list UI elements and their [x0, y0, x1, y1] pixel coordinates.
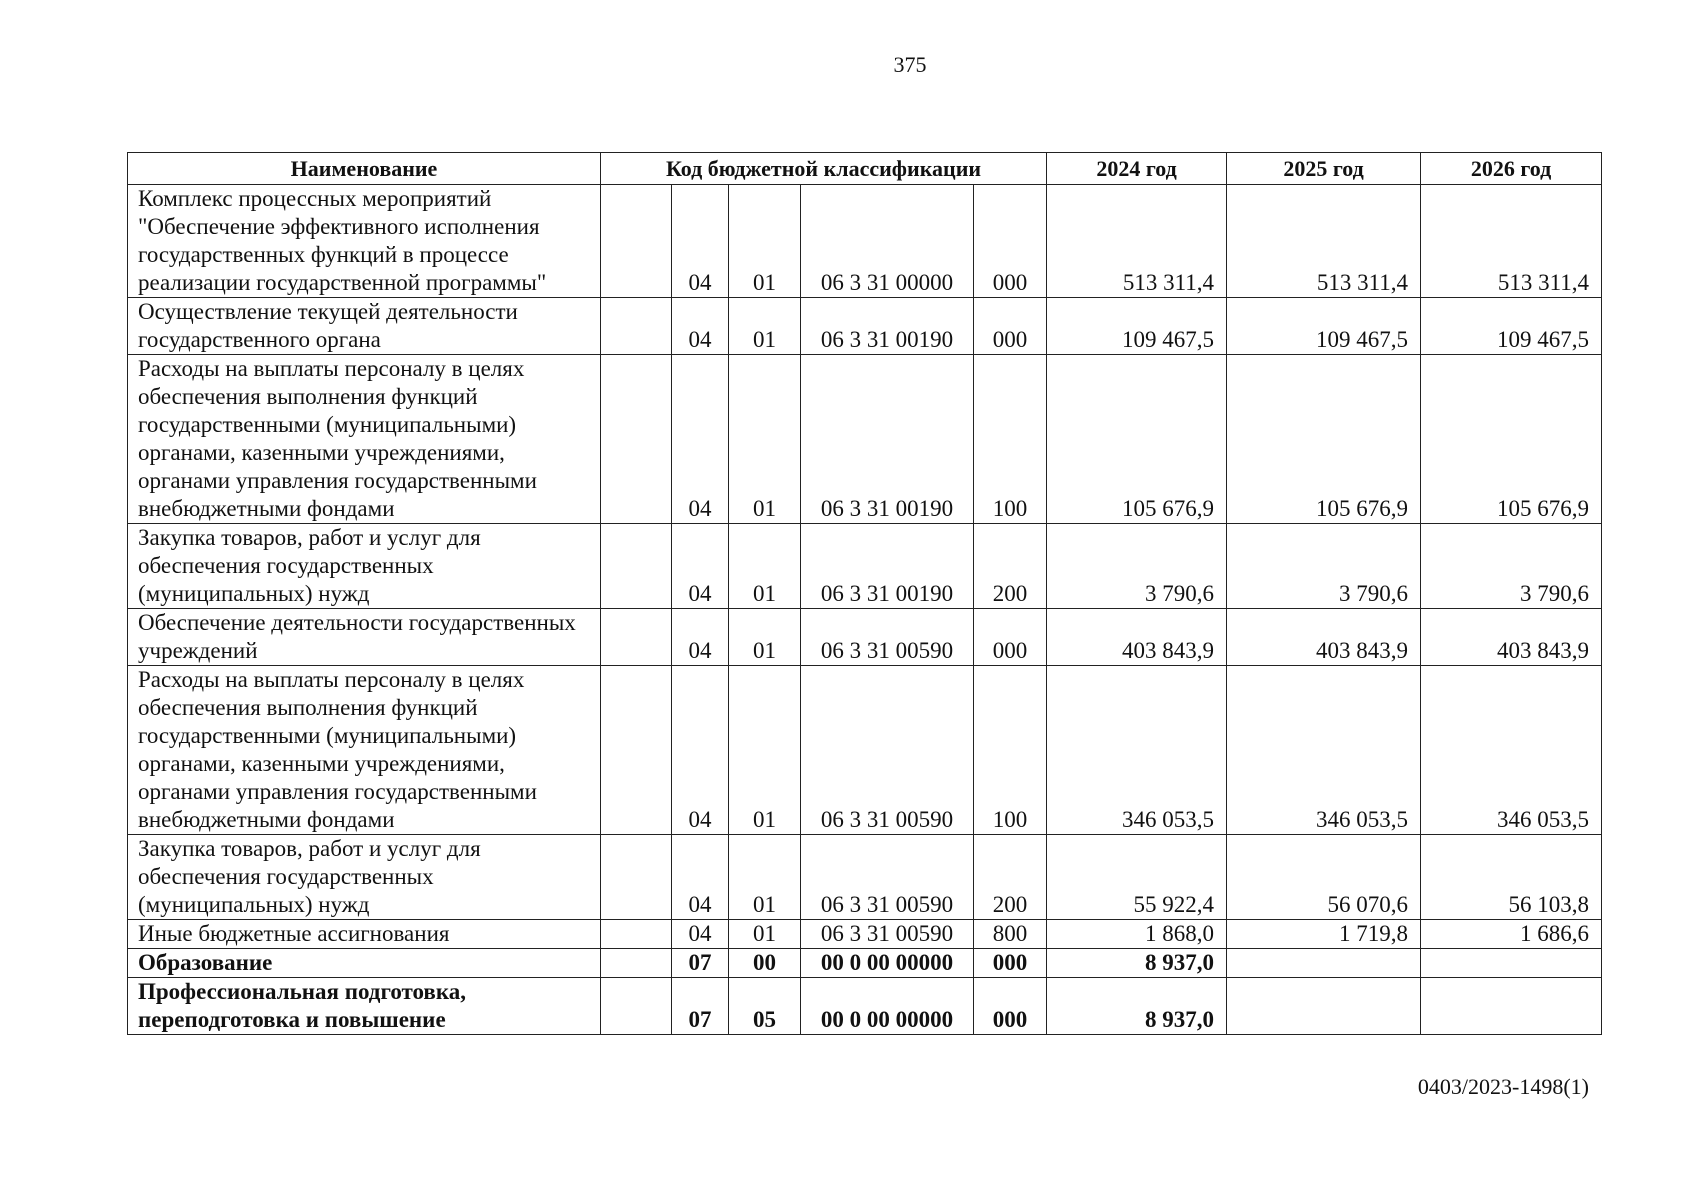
cell-section: 04: [672, 609, 729, 666]
cell-section: 04: [672, 185, 729, 298]
cell-expense-type: 200: [974, 524, 1047, 609]
cell-target-article: 06 3 31 00590: [801, 835, 974, 920]
cell-subsection: 01: [729, 298, 801, 355]
cell-2025: [1227, 978, 1421, 1035]
cell-name: Обеспечение деятельности государственных учреждений: [128, 609, 601, 666]
table-row: [128, 524, 1602, 609]
cell-2026: 403 843,9: [1421, 609, 1602, 666]
cell-ministry-code: [601, 835, 672, 920]
table-row: [128, 949, 1602, 978]
table-row: [128, 355, 1602, 524]
table-row: [128, 666, 1602, 835]
cell-subsection: 01: [729, 666, 801, 835]
cell-name: Образование: [128, 949, 601, 978]
cell-2026: [1421, 949, 1602, 978]
table-row: [128, 185, 1602, 298]
cell-2026: 1 686,6: [1421, 920, 1602, 949]
cell-subsection: 01: [729, 920, 801, 949]
cell-target-article: 06 3 31 00190: [801, 524, 974, 609]
budget-table: [127, 152, 1602, 1035]
cell-name: Закупка товаров, работ и услуг для обеспечения государственных (муниципальных) нужд: [128, 835, 601, 920]
cell-expense-type: 800: [974, 920, 1047, 949]
cell-section: 04: [672, 666, 729, 835]
cell-ministry-code: [601, 920, 672, 949]
cell-2024: 8 937,0: [1047, 978, 1227, 1035]
cell-2024: 105 676,9: [1047, 355, 1227, 524]
cell-2024: 513 311,4: [1047, 185, 1227, 298]
cell-2025: 56 070,6: [1227, 835, 1421, 920]
cell-expense-type: 100: [974, 666, 1047, 835]
table-body: [128, 185, 1602, 1035]
table-row: [128, 835, 1602, 920]
header-code: Код бюджетной классификации: [601, 153, 1047, 185]
cell-2026: 3 790,6: [1421, 524, 1602, 609]
cell-name: Комплекс процессных мероприятий "Обеспечение эффективного исполнения государственных функций в процессе реализации государственной программы": [128, 185, 601, 298]
cell-target-article: 06 3 31 00590: [801, 920, 974, 949]
cell-section: 07: [672, 978, 729, 1035]
cell-2025: 109 467,5: [1227, 298, 1421, 355]
cell-subsection: 01: [729, 609, 801, 666]
cell-target-article: 06 3 31 00000: [801, 185, 974, 298]
cell-expense-type: 000: [974, 185, 1047, 298]
cell-2025: 105 676,9: [1227, 355, 1421, 524]
budget-table-container: [127, 152, 1601, 1035]
cell-expense-type: 200: [974, 835, 1047, 920]
cell-2024: 109 467,5: [1047, 298, 1227, 355]
cell-ministry-code: [601, 949, 672, 978]
cell-name: Расходы на выплаты персоналу в целях обеспечения выполнения функций государственными (муниципальными) органами, казенными учреждениями, органами управления государственными внебюджетными фондами: [128, 666, 601, 835]
cell-2025: 513 311,4: [1227, 185, 1421, 298]
cell-target-article: 06 3 31 00590: [801, 609, 974, 666]
cell-name: Закупка товаров, работ и услуг для обеспечения государственных (муниципальных) нужд: [128, 524, 601, 609]
cell-2026: 513 311,4: [1421, 185, 1602, 298]
cell-ministry-code: [601, 524, 672, 609]
cell-name: Профессиональная подготовка, переподготовка и повышение: [128, 978, 601, 1035]
cell-2024: 1 868,0: [1047, 920, 1227, 949]
cell-name: Осуществление текущей деятельности государственного органа: [128, 298, 601, 355]
cell-section: 04: [672, 835, 729, 920]
cell-2024: 8 937,0: [1047, 949, 1227, 978]
cell-ministry-code: [601, 666, 672, 835]
cell-ministry-code: [601, 978, 672, 1035]
cell-expense-type: 000: [974, 978, 1047, 1035]
cell-subsection: 01: [729, 524, 801, 609]
header-2024: 2024 год: [1047, 153, 1227, 185]
cell-2024: 55 922,4: [1047, 835, 1227, 920]
cell-section: 04: [672, 355, 729, 524]
cell-2025: 1 719,8: [1227, 920, 1421, 949]
table-row: [128, 298, 1602, 355]
cell-target-article: 00 0 00 00000: [801, 978, 974, 1035]
cell-section: 04: [672, 920, 729, 949]
cell-2024: 403 843,9: [1047, 609, 1227, 666]
cell-ministry-code: [601, 609, 672, 666]
table-row: [128, 978, 1602, 1035]
cell-subsection: 05: [729, 978, 801, 1035]
cell-expense-type: 000: [974, 298, 1047, 355]
cell-section: 04: [672, 298, 729, 355]
table-header-row: [128, 153, 1602, 185]
cell-2026: [1421, 978, 1602, 1035]
cell-2026: 105 676,9: [1421, 355, 1602, 524]
cell-name: Иные бюджетные ассигнования: [128, 920, 601, 949]
table-row: [128, 609, 1602, 666]
cell-2026: 109 467,5: [1421, 298, 1602, 355]
cell-2025: [1227, 949, 1421, 978]
cell-expense-type: 000: [974, 609, 1047, 666]
cell-2025: 346 053,5: [1227, 666, 1421, 835]
table-row: [128, 920, 1602, 949]
cell-name: Расходы на выплаты персоналу в целях обеспечения выполнения функций государственными (муниципальными) органами, казенными учреждениями, органами управления государственными внебюджетными фондами: [128, 355, 601, 524]
cell-section: 04: [672, 524, 729, 609]
header-2025: 2025 год: [1227, 153, 1421, 185]
cell-expense-type: 100: [974, 355, 1047, 524]
cell-expense-type: 000: [974, 949, 1047, 978]
cell-target-article: 06 3 31 00190: [801, 298, 974, 355]
page-number: 375: [893, 52, 927, 77]
cell-target-article: 00 0 00 00000: [801, 949, 974, 978]
cell-2026: 56 103,8: [1421, 835, 1602, 920]
cell-2025: 3 790,6: [1227, 524, 1421, 609]
cell-subsection: 01: [729, 355, 801, 524]
header-name: Наименование: [128, 153, 601, 185]
cell-subsection: 01: [729, 185, 801, 298]
cell-2026: 346 053,5: [1421, 666, 1602, 835]
cell-target-article: 06 3 31 00590: [801, 666, 974, 835]
document-code: 0403/2023-1498(1): [1417, 1074, 1589, 1099]
cell-2025: 403 843,9: [1227, 609, 1421, 666]
cell-2024: 3 790,6: [1047, 524, 1227, 609]
cell-target-article: 06 3 31 00190: [801, 355, 974, 524]
cell-section: 07: [672, 949, 729, 978]
cell-subsection: 01: [729, 835, 801, 920]
cell-ministry-code: [601, 298, 672, 355]
cell-subsection: 00: [729, 949, 801, 978]
cell-2024: 346 053,5: [1047, 666, 1227, 835]
cell-ministry-code: [601, 355, 672, 524]
header-2026: 2026 год: [1421, 153, 1602, 185]
cell-ministry-code: [601, 185, 672, 298]
